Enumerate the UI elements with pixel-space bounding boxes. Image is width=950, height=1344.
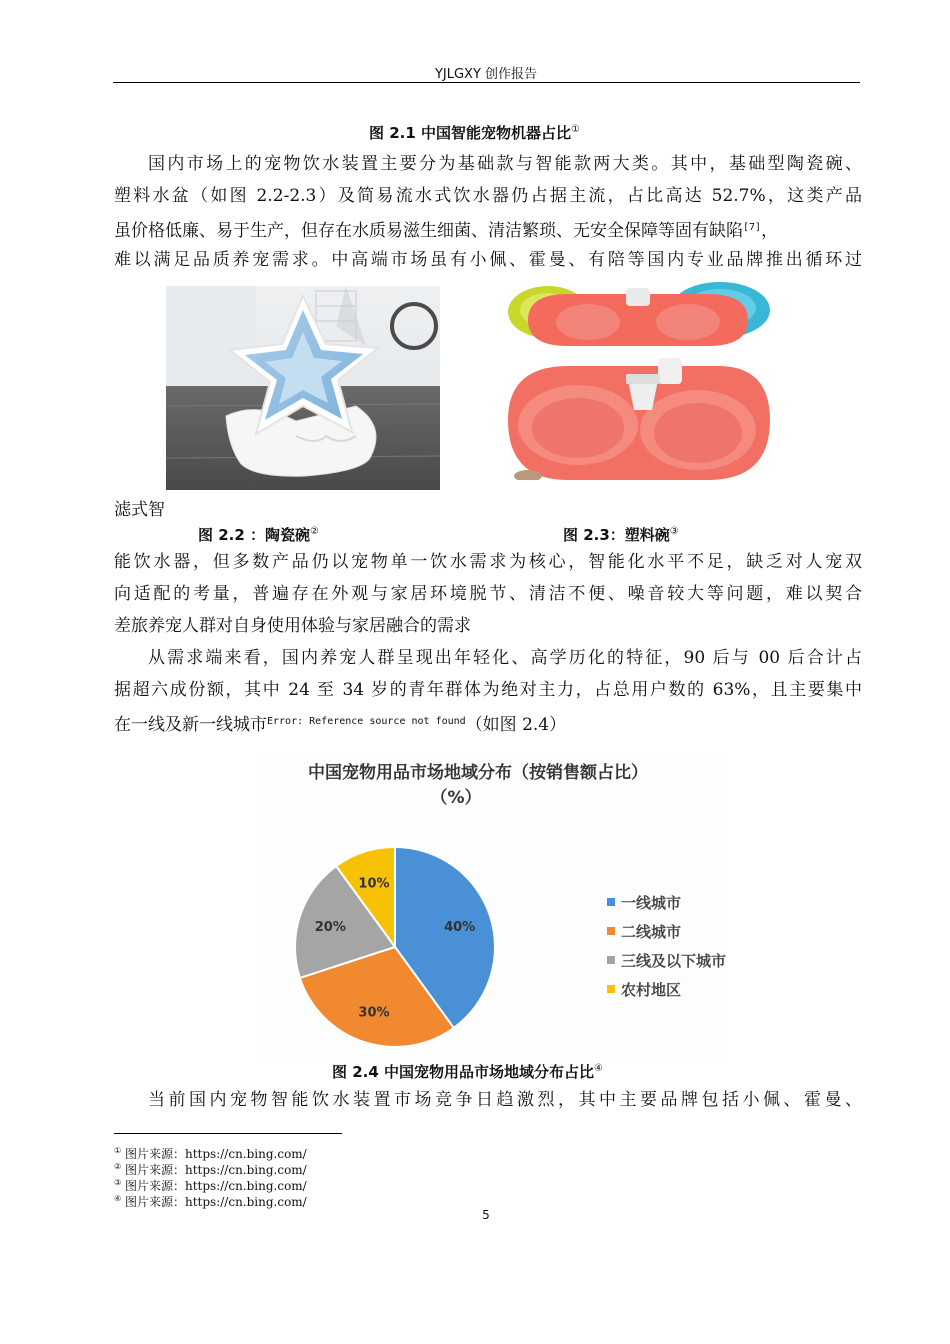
figure-2-2-footnote-mark: ② bbox=[310, 526, 319, 537]
chart-title: 中国宠物用品市场地域分布（按销售额占比） bbox=[308, 763, 648, 783]
pie-label-2: 30% bbox=[358, 1005, 390, 1021]
ceramic-bowl-photo bbox=[166, 286, 440, 490]
pie-slices bbox=[295, 847, 495, 1047]
figure-2-3-caption bbox=[563, 524, 679, 545]
legend-label-2: 二线城市 bbox=[621, 923, 682, 941]
figure-2-1-footnote-mark: ① bbox=[571, 124, 580, 135]
paragraph-3-line-1: 从需求端来看，国内养宠人群呈现出年轻化、高学历化的特征，90 后与 00 后合计占 bbox=[148, 648, 862, 668]
paragraph-2-line-2: 向适配的考量，普遍存在外观与家居环境脱节、清洁不便、噪音较大等问题，难以契合 bbox=[114, 584, 862, 604]
legend-swatch-1 bbox=[607, 898, 615, 906]
footnote-4-mark: ④ bbox=[114, 1194, 122, 1203]
figure-2-2-caption bbox=[198, 524, 319, 545]
paragraph-3-line-3-tail: （如图 2.4） bbox=[465, 715, 567, 735]
paragraph-1-line-4: 难以满足品质养宠需求。中高端市场虽有小佩、霍曼、有陪等国内专业品牌推出循环过 bbox=[114, 250, 862, 270]
figure-2-4-footnote-mark: ④ bbox=[594, 1063, 603, 1074]
pie-chart-svg bbox=[258, 757, 728, 1057]
footnote-2-text: 图片来源：https://cn.bing.com/ bbox=[125, 1163, 307, 1177]
footnote-1-text: 图片来源：https://cn.bing.com/ bbox=[125, 1147, 307, 1161]
citation-7: [7] bbox=[743, 222, 762, 233]
region-distribution-chart bbox=[258, 757, 728, 1057]
pie-label-4: 10% bbox=[358, 876, 390, 892]
paragraph-1-line-2: 塑料水盆（如图 2.2-2.3）及简易流水式饮水器仍占据主流，占比高达 52.7%，这类产品 bbox=[114, 186, 862, 206]
paragraph-1-continued: 滤式智 bbox=[114, 500, 165, 520]
footnote-3-text: 图片来源：https://cn.bing.com/ bbox=[125, 1179, 307, 1193]
paragraph-3-line-3-text: 在一线及新一线城市 bbox=[114, 715, 267, 735]
footnote-4-text: 图片来源：https://cn.bing.com/ bbox=[125, 1195, 307, 1209]
chart-legend bbox=[607, 894, 726, 999]
paragraph-3-line-2: 据超六成份额，其中 24 至 34 岁的青年群体为绝对主力，占总用户数的 63%，且主要集中 bbox=[114, 680, 862, 700]
paragraph-1-line-3-tail: ， bbox=[761, 221, 779, 241]
figure-2-1-caption-text: 图 2.1 中国智能宠物机器占比 bbox=[369, 124, 572, 142]
reference-error: Error: Reference source not found bbox=[267, 716, 466, 727]
figure-2-2-caption-text: 图 2.2 ：陶瓷碗 bbox=[198, 526, 311, 544]
paragraph-1-line-1: 国内市场上的宠物饮水装置主要分为基础款与智能款两大类。其中，基础型陶瓷碗、 bbox=[148, 154, 862, 174]
legend-label-4: 农村地区 bbox=[621, 981, 682, 999]
pie-label-1: 40% bbox=[444, 919, 476, 935]
page-header-title: YJLGXY 创作报告 bbox=[434, 67, 538, 82]
pie-label-3: 20% bbox=[314, 919, 346, 935]
figure-2-1-caption bbox=[369, 122, 580, 143]
plastic-bowl-photo bbox=[508, 280, 770, 480]
legend-swatch-2 bbox=[607, 927, 615, 935]
page-number: 5 bbox=[482, 1208, 490, 1222]
footnote-1-mark: ① bbox=[114, 1146, 122, 1155]
paragraph-1-line-3-text: 虽价格低廉、易于生产，但存在水质易滋生细菌、清洁繁琐、无安全保障等固有缺陷 bbox=[114, 221, 743, 241]
header-rule bbox=[113, 82, 860, 83]
paragraph-1-line-3 bbox=[114, 212, 862, 244]
paragraph-2-line-3: 差旅养宠人群对自身使用体验与家居融合的需求 bbox=[114, 616, 471, 636]
figure-2-3-footnote-mark: ③ bbox=[669, 526, 679, 537]
footnote-3-mark: ③ bbox=[114, 1178, 122, 1187]
paragraph-2-line-1: 能饮水器，但多数产品仍以宠物单一饮水需求为核心，智能化水平不足，缺乏对人宠双 bbox=[114, 552, 862, 572]
chart-subtitle: （%） bbox=[430, 788, 482, 808]
figure-2-3-caption-text: 图 2.3：塑料碗 bbox=[563, 526, 670, 544]
footnote-2-mark: ② bbox=[114, 1162, 122, 1171]
paragraph-3-line-3 bbox=[114, 706, 862, 738]
legend-swatch-3 bbox=[607, 956, 615, 964]
paragraph-4-line-1: 当前国内宠物智能饮水装置市场竞争日趋激烈，其中主要品牌包括小佩、霍曼、 bbox=[148, 1090, 862, 1110]
footnote-rule bbox=[114, 1133, 342, 1134]
legend-swatch-4 bbox=[607, 985, 615, 993]
figure-2-4-caption-text: 图 2.4 中国宠物用品市场地域分布占比 bbox=[332, 1063, 595, 1081]
figure-2-4-caption bbox=[332, 1061, 603, 1082]
legend-label-1: 一线城市 bbox=[621, 894, 682, 912]
legend-label-3: 三线及以下城市 bbox=[621, 952, 727, 970]
